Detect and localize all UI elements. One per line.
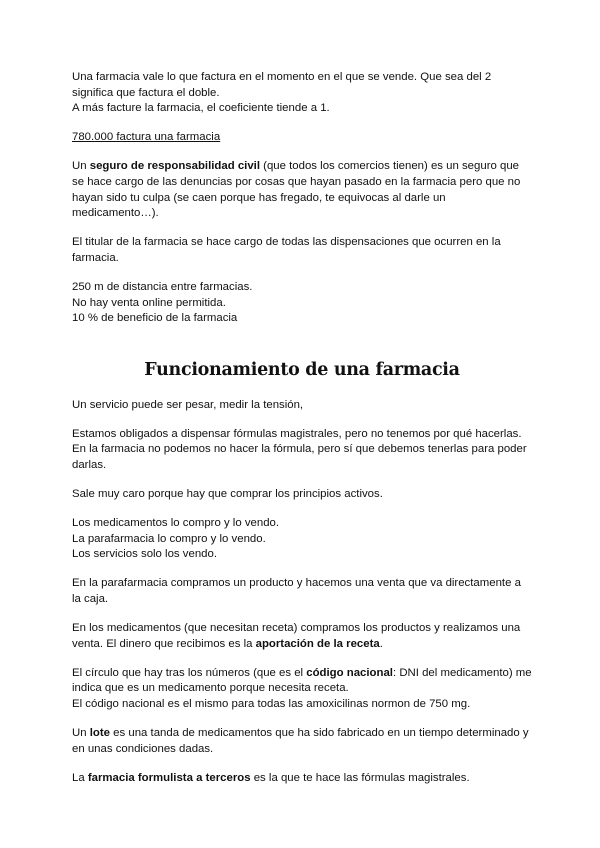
compounding-term: farmacia formulista a terceros xyxy=(87,771,251,784)
batch-paragraph xyxy=(72,726,532,757)
distance-rule: 250 m de distancia entre farmacias. xyxy=(72,280,253,293)
national-code-term: código nacional xyxy=(306,666,393,679)
cost-text: Sale muy caro porque hay que comprar los principios activos. xyxy=(72,488,383,501)
parapharmacy-sale-paragraph xyxy=(72,576,532,607)
prescription-suffix: . xyxy=(379,637,383,650)
batch-prefix: Un xyxy=(72,727,90,740)
services-line: Los servicios solo los vendo. xyxy=(72,548,217,561)
service-paragraph xyxy=(72,398,532,414)
rules-paragraph xyxy=(72,280,532,327)
batch-term: lote xyxy=(89,727,110,740)
page-content xyxy=(72,70,532,800)
compounding-paragraph xyxy=(72,771,532,787)
parapharmacy-sale-text: En la parafarmacia compramos un producto y hacemos una venta que va directamente a la caja. xyxy=(72,577,521,606)
national-code-paragraph xyxy=(72,666,532,713)
formulas-availability: En la farmacia no podemos no hacer la fórmula, pero sí que debemos tenerlas para poder darlas. xyxy=(72,443,527,471)
online-rule: No hay venta online permitida. xyxy=(72,296,226,309)
prescription-paragraph xyxy=(72,621,532,652)
revenue-underlined-text: 780.000 factura una farmacia xyxy=(72,131,221,144)
parapharmacy-line: La parafarmacia lo compro y lo vendo. xyxy=(72,532,266,545)
revenue-heading xyxy=(72,130,532,146)
valuation-text: Una farmacia vale lo que factura en el momento en el que se vende. Que sea del 2 significa que factura el doble. xyxy=(72,71,492,99)
buy-sell-paragraph xyxy=(72,516,532,563)
insurance-prefix: Un xyxy=(72,160,90,173)
service-text: Un servicio puede ser pesar, medir la tensión, xyxy=(72,398,304,411)
cost-paragraph xyxy=(72,487,532,503)
prescription-prefix: En los medicamentos (que necesitan receta) compramos los productos y realizamos una venta. El dinero que recibimos es la xyxy=(72,622,521,650)
owner-paragraph xyxy=(72,235,532,266)
formulas-obligation: Estamos obligados a dispensar fórmulas magistrales, pero no tenemos por qué hacerlas. xyxy=(72,427,522,440)
owner-text: El titular de la farmacia se hace cargo de todas las dispensaciones que ocurren en la farmacia. xyxy=(72,236,501,264)
batch-description: es una tanda de medicamentos que ha sido fabricado en un tiempo determinado y en unas condiciones dadas. xyxy=(72,727,529,755)
insurance-paragraph xyxy=(72,159,532,221)
compounding-prefix: La xyxy=(72,771,88,784)
medicines-line: Los medicamentos lo compro y lo vendo. xyxy=(72,517,280,530)
profit-rule: 10 % de beneficio de la farmacia xyxy=(72,312,238,325)
formulas-paragraph xyxy=(72,427,532,474)
compounding-description: es la que te hace las fórmulas magistrales. xyxy=(250,771,470,784)
valuation-paragraph xyxy=(72,70,532,117)
section-title: Funcionamiento de una farmacia xyxy=(144,359,460,380)
circle-prefix: El círculo que hay tras los números (que es el xyxy=(72,666,307,679)
insurance-term: seguro de responsabilidad civil xyxy=(89,160,261,173)
amoxicillin-line: El código nacional es el mismo para todas las amoxicilinas normon de 750 mg. xyxy=(72,698,471,711)
coefficient-text: A más facture la farmacia, el coeficiente tiende a 1. xyxy=(72,102,330,115)
prescription-term: aportación de la receta xyxy=(255,637,380,650)
circle-suffix: : DNI del medicamento) me indica que es un medicamento porque necesita receta. xyxy=(72,666,532,695)
insurance-description: (que todos los comercios tienen) es un seguro que se hace cargo de las denuncias por cosas que hayan pasado en la farmacia pero que no hayan sido tu culpa (se caen porque has fregado, te equivocas al darle un medicamento…). xyxy=(72,160,521,220)
national-code-line xyxy=(72,666,532,697)
